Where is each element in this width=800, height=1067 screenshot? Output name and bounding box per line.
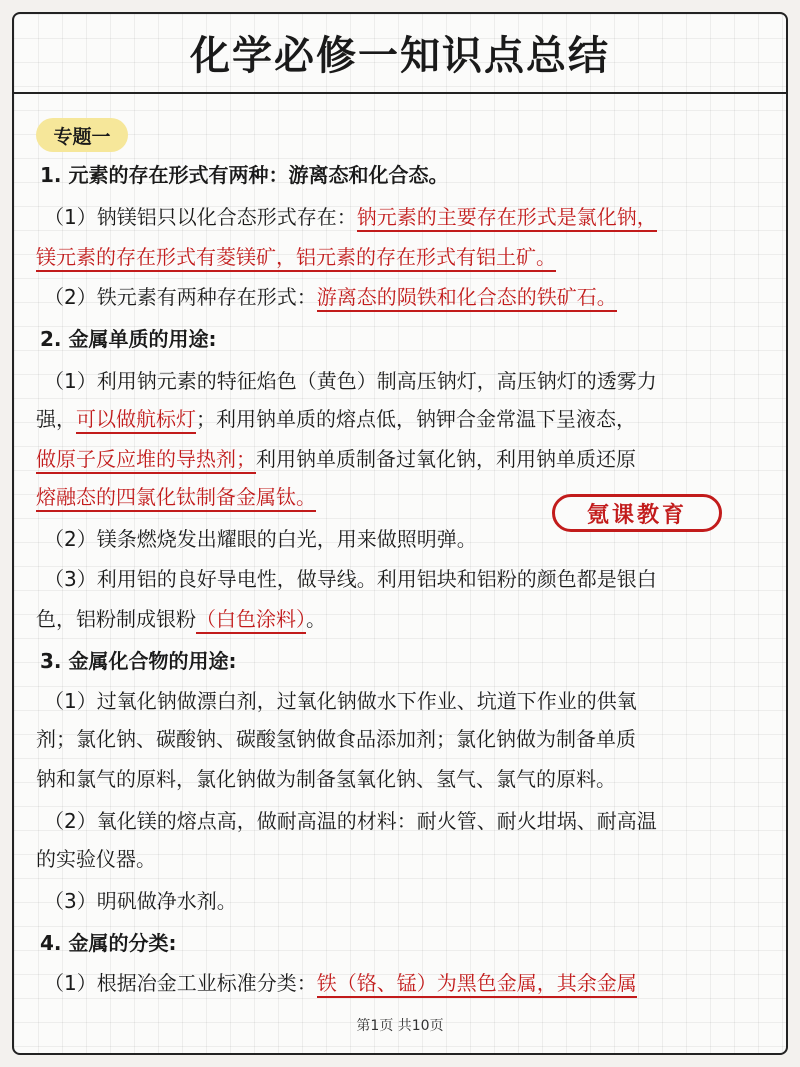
highlight-text: （白色涂料） <box>196 607 306 634</box>
text-span: ；利用钠单质的熔点低，钠钾合金常温下呈液态， <box>196 407 636 431</box>
text-line: （2）镁条燃烧发出耀眼的白光，用来做照明弹。 <box>44 527 477 551</box>
text-line: 的实验仪器。 <box>36 847 156 871</box>
text-line <box>36 604 326 634</box>
highlight-text: 游离态的陨铁和化合态的铁矿石。 <box>317 285 617 312</box>
text-line: 钠和氯气的原料，氯化钠做为制备氢氧化钠、氢气、氯气的原料。 <box>36 767 616 791</box>
text-line <box>36 242 556 272</box>
highlight-text: 钠元素的主要存在形式是氯化钠， <box>357 205 657 232</box>
highlight-text: 可以做航标灯 <box>76 407 196 434</box>
highlight-text: 镁元素的存在形式有菱镁矿，铝元素的存在形式有铝土矿。 <box>36 245 556 272</box>
title-bar <box>12 12 788 94</box>
highlight-text: 熔融态的四氯化钛制备金属钛。 <box>36 485 316 512</box>
text-line: （1）过氧化钠做漂白剂，过氧化钠做水下作业、坑道下作业的供氧 <box>44 689 637 713</box>
text-span: 色，铝粉制成银粉 <box>36 607 196 631</box>
text-span: 利用钠单质制备过氧化钠，利用钠单质还原 <box>256 447 636 471</box>
text-line <box>44 968 637 998</box>
text-span: （1）钠镁铝只以化合态形式存在： <box>44 205 357 229</box>
section-heading-3: 3. 金属化合物的用途: <box>40 649 237 673</box>
text-line <box>36 482 316 512</box>
text-span: （2）铁元素有两种存在形式： <box>44 285 317 309</box>
page-footer: 第1页 共10页 <box>356 1018 444 1034</box>
text-line <box>44 202 657 232</box>
text-span: 强， <box>36 407 76 431</box>
text-line <box>36 444 636 474</box>
page-title: 化学必修一知识点总结 <box>190 32 610 79</box>
section-heading-1: 1. 元素的存在形式有两种：游离态和化合态。 <box>40 163 449 187</box>
text-line: （3）明矾做净水剂。 <box>44 889 237 913</box>
text-line <box>36 404 636 434</box>
text-line: （2）氧化镁的熔点高，做耐高温的材料：耐火管、耐火坩埚、耐高温 <box>44 809 657 833</box>
brand-stamp: 氪课教育 <box>552 494 722 532</box>
highlight-text: 铁（铬、锰）为黑色金属，其余金属 <box>317 971 637 998</box>
text-line: 剂；氯化钠、碳酸钠、碳酸氢钠做食品添加剂；氯化钠做为制备单质 <box>36 727 636 751</box>
text-line: （1）利用钠元素的特征焰色（黄色）制高压钠灯，高压钠灯的透雾力 <box>44 369 657 393</box>
text-span: 。 <box>306 607 326 631</box>
text-span: （1）根据冶金工业标准分类： <box>44 971 317 995</box>
text-line <box>44 282 617 312</box>
text-line: （3）利用铝的良好导电性，做导线。利用铝块和铝粉的颜色都是银白 <box>44 567 657 591</box>
section-heading-4: 4. 金属的分类: <box>40 931 177 955</box>
section-heading-2: 2. 金属单质的用途: <box>40 327 217 351</box>
topic-badge: 专题一 <box>36 118 128 152</box>
highlight-text: 做原子反应堆的导热剂； <box>36 447 256 474</box>
